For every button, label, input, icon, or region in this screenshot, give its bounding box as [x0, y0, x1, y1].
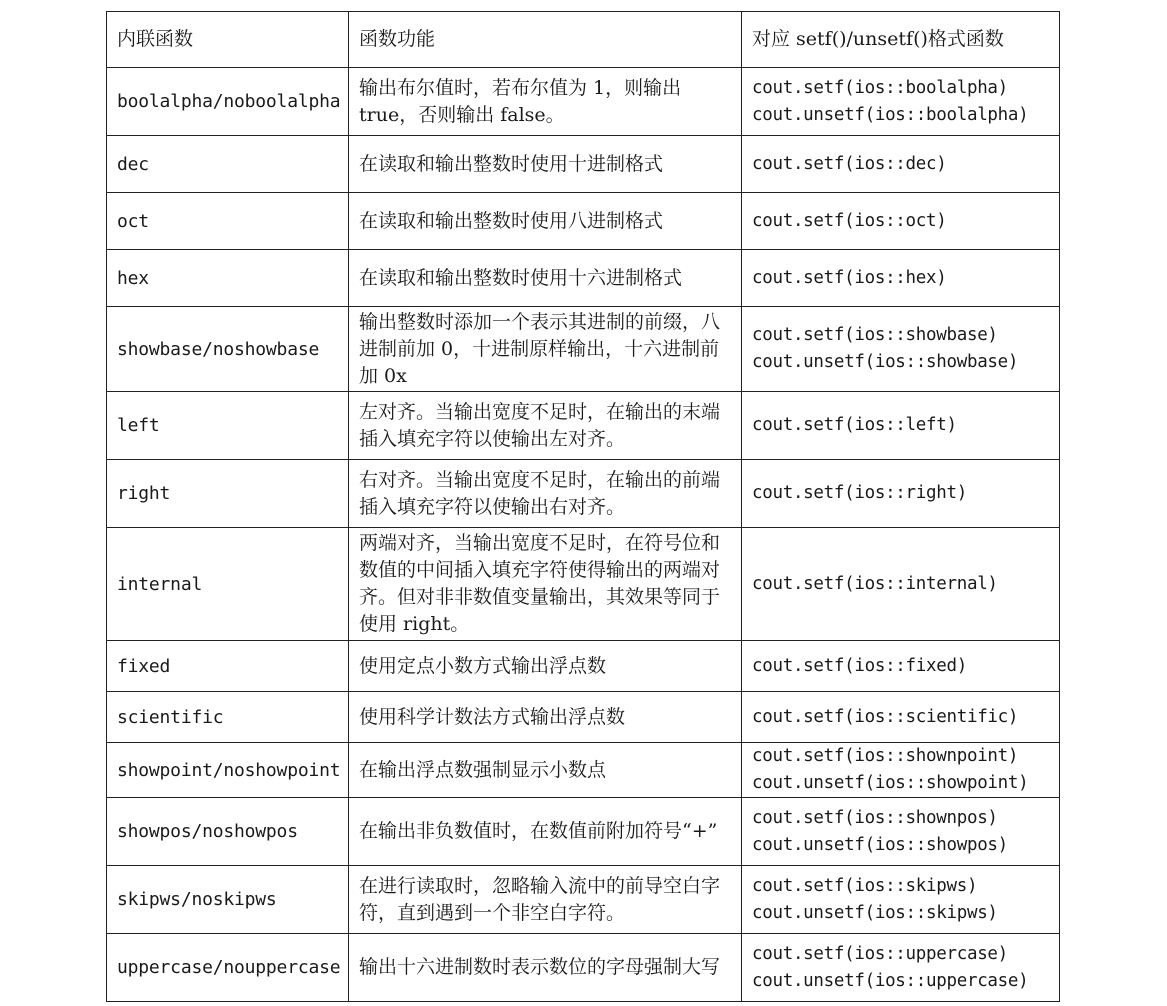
table-row: [107, 934, 1060, 1002]
function-description-cell: 输出十六进制数时表示数位的字母强制大写: [349, 934, 742, 1002]
function-description-cell: 左对齐。当输出宽度不足时，在输出的末端插入填充字符以使输出左对齐。: [349, 392, 742, 460]
function-description-cell: 在读取和输出整数时使用十进制格式: [349, 136, 742, 193]
manipulator-name-cell: skipws/noskipws: [107, 866, 349, 934]
table-row: [107, 641, 1060, 692]
manipulator-name-cell: showpos/noshowpos: [107, 798, 349, 866]
format-function-line: cout.unsetf(ios::showbase): [752, 352, 1019, 372]
table-row: [107, 136, 1060, 193]
function-description-cell: 两端对齐，当输出宽度不足时，在符号位和数值的中间插入填充字符使得输出的两端对齐。但对非非数值变量输出，其效果等同于使用 right。: [349, 528, 742, 641]
format-function-cell: [742, 692, 1060, 743]
function-description-cell: 在读取和输出整数时使用十六进制格式: [349, 250, 742, 307]
header-cell-manipulator: 内联函数: [107, 12, 349, 68]
function-description-cell: 在进行读取时，忽略输入流中的前导空白字符，直到遇到一个非空白字符。: [349, 866, 742, 934]
table-row: [107, 743, 1060, 798]
format-function-line: cout.setf(ios::left): [752, 415, 957, 435]
manipulator-name-cell: scientific: [107, 692, 349, 743]
format-function-line: cout.unsetf(ios::boolalpha): [752, 104, 1029, 125]
format-function-cell: [742, 528, 1060, 641]
table-row: [107, 692, 1060, 743]
function-description-cell: 在输出非负数值时，在数值前附加符号“+”: [349, 798, 742, 866]
format-function-line: cout.unsetf(ios::showpoint): [752, 773, 1029, 793]
function-description-cell: 输出整数时添加一个表示其进制的前缀，八进制前加 0，十进制原样输出，十六进制前加 0x: [349, 307, 742, 392]
function-description-cell: 使用科学计数法方式输出浮点数: [349, 692, 742, 743]
format-function-line: cout.setf(ios::skipws): [752, 875, 978, 896]
format-function-line: cout.unsetf(ios::showpos): [752, 834, 1008, 855]
format-function-line: cout.setf(ios::scientific): [752, 706, 1019, 727]
format-function-cell: [742, 866, 1060, 934]
function-description-cell: 右对齐。当输出宽度不足时，在输出的前端插入填充字符以使输出右对齐。: [349, 460, 742, 528]
table-row: [107, 460, 1060, 528]
function-description-cell: 在输出浮点数强制显示小数点: [349, 743, 742, 798]
manipulator-name-cell: left: [107, 392, 349, 460]
table-row: [107, 528, 1060, 641]
manipulator-name-cell: internal: [107, 528, 349, 641]
manipulator-name-cell: right: [107, 460, 349, 528]
format-function-line: cout.setf(ios::right): [752, 483, 967, 503]
header-cell-format-function: 对应 setf()/unsetf()格式函数: [742, 12, 1060, 68]
format-function-line: cout.setf(ios::fixed): [752, 655, 967, 676]
manipulator-name-cell: uppercase/nouppercase: [107, 934, 349, 1002]
manipulator-name-cell: hex: [107, 250, 349, 307]
manipulator-name-cell: showpoint/noshowpoint: [107, 743, 349, 798]
manipulator-name-cell: oct: [107, 193, 349, 250]
format-function-cell: [742, 934, 1060, 1002]
table-row: [107, 193, 1060, 250]
manipulator-name-cell: boolalpha/noboolalpha: [107, 68, 349, 136]
manipulator-name-cell: showbase/noshowbase: [107, 307, 349, 392]
manipulator-name-cell: fixed: [107, 641, 349, 692]
format-function-cell: [742, 743, 1060, 798]
format-function-line: cout.setf(ios::hex): [752, 267, 947, 288]
manipulator-name-cell: dec: [107, 136, 349, 193]
manipulator-table: [106, 11, 1060, 1002]
format-function-cell: [742, 392, 1060, 460]
table-row: [107, 68, 1060, 136]
format-function-line: cout.setf(ios::internal): [752, 573, 998, 594]
format-function-line: cout.unsetf(ios::skipws): [752, 902, 998, 923]
format-function-line: cout.setf(ios::shownpos): [752, 807, 998, 828]
format-function-line: cout.setf(ios::dec): [752, 153, 947, 174]
table-row: [107, 307, 1060, 392]
function-description-cell: 使用定点小数方式输出浮点数: [349, 641, 742, 692]
function-description-cell: 在读取和输出整数时使用八进制格式: [349, 193, 742, 250]
header-cell-function: 函数功能: [349, 12, 742, 68]
format-function-cell: [742, 136, 1060, 193]
format-function-line: cout.setf(ios::shownpoint): [752, 746, 1019, 766]
format-function-line: cout.setf(ios::showbase): [752, 325, 998, 345]
format-function-line: cout.unsetf(ios::uppercase): [752, 970, 1029, 991]
format-function-cell: [742, 193, 1060, 250]
format-function-cell: [742, 250, 1060, 307]
format-function-cell: [742, 798, 1060, 866]
format-function-cell: [742, 460, 1060, 528]
format-function-cell: [742, 68, 1060, 136]
table-row: [107, 866, 1060, 934]
table-row: [107, 250, 1060, 307]
format-function-cell: [742, 641, 1060, 692]
table-row: [107, 392, 1060, 460]
format-function-line: cout.setf(ios::oct): [752, 210, 947, 231]
function-description-cell: 输出布尔值时，若布尔值为 1，则输出 true，否则输出 false。: [349, 68, 742, 136]
table-row: [107, 798, 1060, 866]
format-function-line: cout.setf(ios::boolalpha): [752, 77, 1008, 98]
format-function-cell: [742, 307, 1060, 392]
format-function-line: cout.setf(ios::uppercase): [752, 943, 1008, 964]
table-header-row: [107, 12, 1060, 68]
